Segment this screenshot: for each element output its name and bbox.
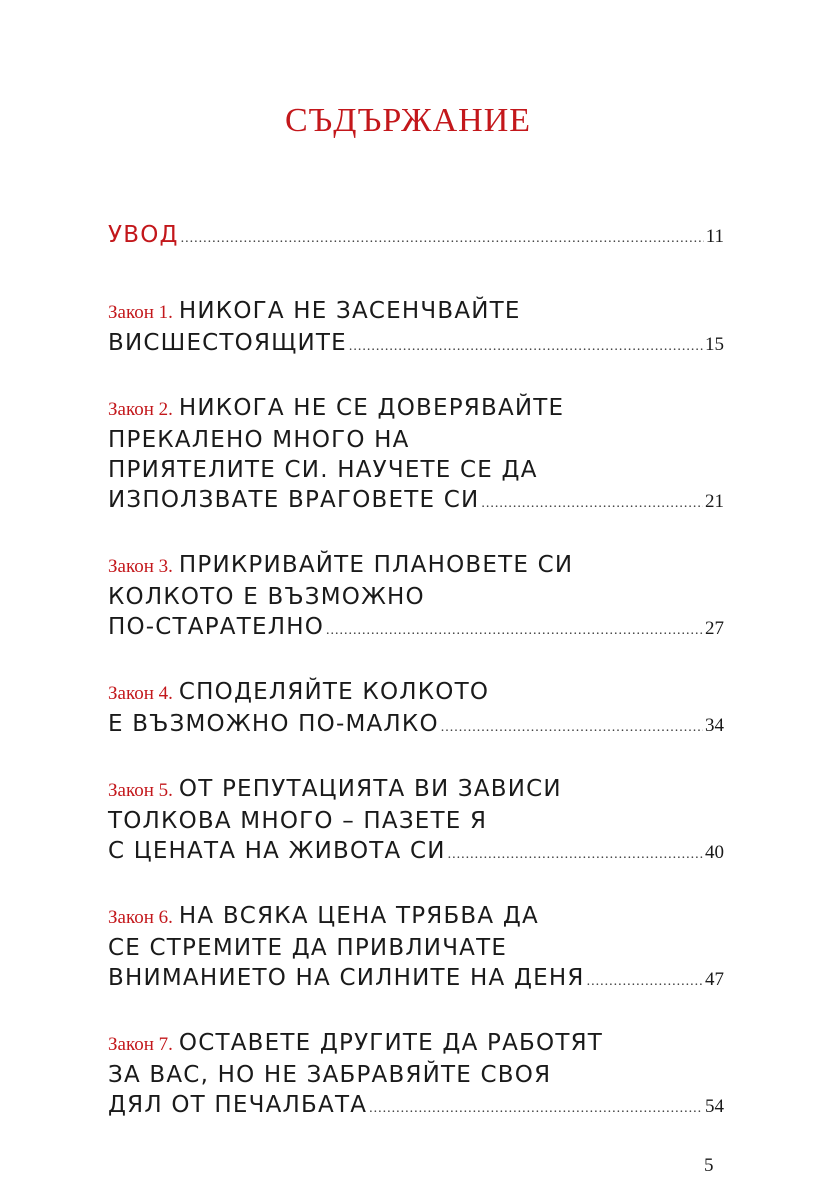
page-title: СЪДЪРЖАНИЕ [284, 102, 532, 139]
toc-entry-title: НА ВСЯКА ЦЕНА ТРЯБВА ДА [178, 903, 539, 929]
toc-page-number: 11 [705, 226, 724, 247]
toc-entry-title: Е ВЪЗМОЖНО ПО-МАЛКО [108, 711, 439, 737]
toc-entry-line [108, 296, 724, 328]
dot-leader [441, 713, 703, 743]
toc-entry-law-5[interactable] [108, 774, 724, 870]
toc-entry-line [108, 393, 724, 425]
toc-entry-title: ПРИЯТЕЛИТЕ СИ. НАУЧЕТЕ СЕ ДА [108, 457, 538, 483]
toc-entry-law-2[interactable] [108, 393, 724, 519]
toc-entry-line [108, 709, 724, 743]
dot-leader [326, 616, 703, 646]
toc-entry-line [108, 582, 724, 612]
toc-entry-intro[interactable] [108, 220, 724, 254]
toc-entry-title: НИКОГА НЕ ЗАСЕНЧВАЙТЕ [178, 298, 521, 324]
law-label: Закон 5. [108, 780, 173, 801]
toc-entry-line [108, 1028, 724, 1060]
toc-entry-law-3[interactable] [108, 550, 724, 646]
toc-entry-law-7[interactable] [108, 1028, 724, 1124]
toc-entry-line [108, 550, 724, 582]
toc-entry-line [108, 1060, 724, 1090]
toc-page-number: 54 [705, 1096, 724, 1117]
toc-entry-title: ДЯЛ ОТ ПЕЧАЛБАТА [108, 1092, 368, 1118]
toc-entry-line [108, 425, 724, 455]
toc-entry-title: ОТ РЕПУТАЦИЯТА ВИ ЗАВИСИ [178, 776, 562, 802]
toc-entry-line [108, 774, 724, 806]
toc-entry-line [108, 963, 724, 997]
toc-entry-title: СЕ СТРЕМИТЕ ДА ПРИВЛИЧАТЕ [108, 935, 508, 961]
toc-page-number: 47 [705, 969, 724, 990]
law-label: Закон 4. [108, 683, 173, 704]
toc-entry-line [108, 485, 724, 519]
toc-entry-title: ПРИКРИВАЙТЕ ПЛАНОВЕТЕ СИ [178, 552, 574, 578]
toc-entry-title: НИКОГА НЕ СЕ ДОВЕРЯВАЙТЕ [178, 395, 565, 421]
toc-entry-law-6[interactable] [108, 901, 724, 997]
toc-entry-line [108, 328, 724, 362]
law-label: Закон 7. [108, 1034, 173, 1055]
toc-entry-line [108, 933, 724, 963]
toc-entry-title: ВИСШЕСТОЯЩИТЕ [108, 330, 347, 356]
toc-entry-law-1[interactable] [108, 296, 724, 362]
toc-page-number: 21 [705, 491, 724, 512]
law-label: Закон 6. [108, 907, 173, 928]
toc-entry-title: УВОД [108, 222, 179, 248]
toc-entry-law-4[interactable] [108, 677, 724, 743]
toc-entry-title: ЗА ВАС, НО НЕ ЗАБРАВЯЙТЕ СВОЯ [108, 1062, 552, 1088]
toc-entry-line [108, 677, 724, 709]
dot-leader [481, 489, 703, 519]
toc-entry-title: ВНИМАНИЕТО НА СИЛНИТЕ НА ДЕНЯ [108, 965, 585, 991]
law-label: Закон 1. [108, 302, 173, 323]
toc-entry-line [108, 901, 724, 933]
dot-leader [369, 1094, 703, 1124]
toc-entry-line [108, 836, 724, 870]
toc-entry-title: ТОЛКОВА МНОГО – ПАЗЕТЕ Я [108, 808, 488, 834]
toc-entry-title: С ЦЕНАТА НА ЖИВОТА СИ [108, 838, 446, 864]
toc-page-number: 40 [705, 842, 724, 863]
dot-leader [349, 332, 703, 362]
dot-leader [448, 840, 703, 870]
toc-page-number: 34 [705, 715, 724, 736]
toc-page-number: 27 [705, 618, 724, 639]
toc-entry-line [108, 612, 724, 646]
law-label: Закон 3. [108, 556, 173, 577]
toc-entry-title: КОЛКОТО Е ВЪЗМОЖНО [108, 584, 425, 610]
toc-entry-line [108, 455, 724, 485]
dot-leader [587, 967, 703, 997]
toc-entry-title: ИЗПОЛЗВАТЕ ВРАГОВЕТЕ СИ [108, 487, 480, 513]
dot-leader [181, 224, 704, 254]
toc-page-number: 15 [705, 334, 724, 355]
law-label: Закон 2. [108, 399, 173, 420]
toc-entry-line [108, 1090, 724, 1124]
toc-entry-title: ОСТАВЕТЕ ДРУГИТЕ ДА РАБОТЯТ [178, 1030, 603, 1056]
toc-entry-line [108, 806, 724, 836]
toc-entry-title: ПРЕКАЛЕНО МНОГО НА [108, 427, 410, 453]
table-of-contents [108, 220, 724, 1155]
toc-entry-line [108, 220, 724, 254]
toc-entry-title: ПО-СТАРАТЕЛНО [108, 614, 325, 640]
toc-entry-title: СПОДЕЛЯЙТЕ КОЛКОТО [178, 679, 490, 705]
page-number: 5 [704, 1155, 714, 1176]
